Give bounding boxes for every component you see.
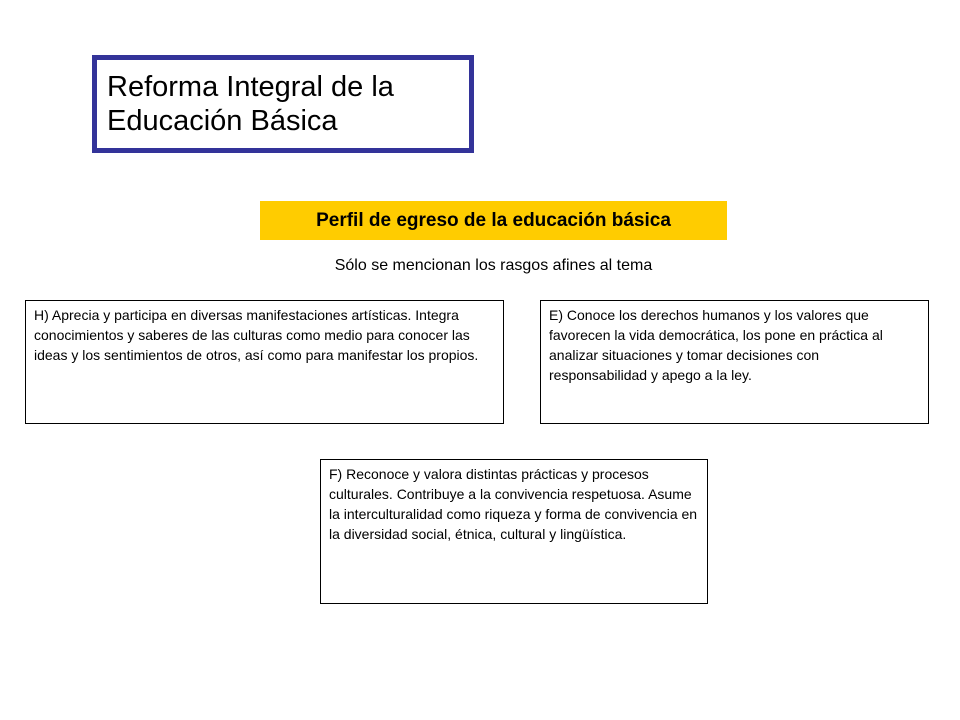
slide-title-line-2: Educación Básica — [107, 105, 338, 137]
trait-text-h: H) Aprecia y participa en diversas manifestaciones artísticas. Integra conocimientos y saberes de las culturas como medio para conocer las ideas y los sentimientos de otros, así como para manifestar los propios. — [34, 307, 479, 363]
trait-box-f — [320, 459, 708, 604]
scope-note: Sólo se mencionan los rasgos afines al tema — [334, 257, 653, 274]
trait-text-f: F) Reconoce y valora distintas prácticas y procesos culturales. Contribuye a la convivencia respetuosa. Asume la interculturalidad como riqueza y forma de convivencia en la diversidad social, étnica, cultural y lingüística. — [329, 466, 698, 542]
profile-heading-banner: Perfil de egreso de la educación básica — [260, 201, 727, 240]
trait-text-e: E) Conoce los derechos humanos y los valores que favorecen la vida democrática, los pone en práctica al analizar situaciones y tomar decisiones con responsabilidad y apego a la ley. — [549, 307, 883, 383]
slide-title — [92, 55, 474, 153]
trait-box-e — [540, 300, 929, 424]
trait-box-h — [25, 300, 504, 424]
slide-title-line-1: Reforma Integral de la — [107, 71, 394, 103]
